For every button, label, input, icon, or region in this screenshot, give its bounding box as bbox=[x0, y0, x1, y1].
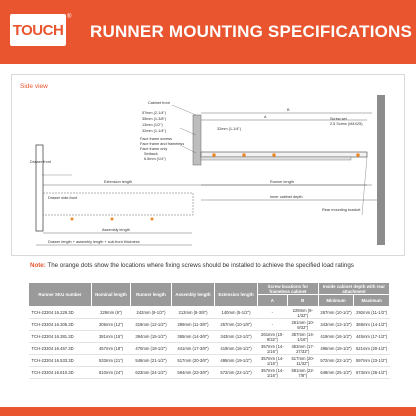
table-cell: 343mm (13-1/2") bbox=[215, 331, 258, 343]
table-cell: 521mm (20-1/2") bbox=[354, 343, 390, 355]
table-cell: 581mm (22-7/8") bbox=[287, 367, 318, 379]
table-cell: 495mm (19-1/2") bbox=[215, 355, 258, 367]
table-cell: 343mm (13-1/2") bbox=[318, 319, 353, 331]
col-header-b: B bbox=[287, 295, 318, 307]
label-dim-b: B bbox=[287, 108, 290, 112]
table-cell: 623mm (24-1/2") bbox=[131, 367, 172, 379]
table-cell: 394mm (15-1/2") bbox=[131, 331, 172, 343]
fixing-dot bbox=[242, 153, 246, 157]
table-cell: 267mm (10-1/2") bbox=[318, 307, 353, 319]
table-row bbox=[29, 343, 390, 355]
table-cell: 229mm (9") bbox=[92, 307, 131, 319]
table-cell: 213mm (8-3/8") bbox=[172, 307, 215, 319]
spec-table bbox=[28, 282, 390, 379]
label-assembly-length: Assembly length bbox=[102, 228, 130, 232]
table-cell: 648mm (25-1/2") bbox=[318, 367, 353, 379]
table-row bbox=[29, 307, 390, 319]
registered-mark: ® bbox=[67, 14, 72, 20]
label-face-frame-frameless: Face frame and frameless bbox=[140, 142, 185, 146]
table-cell: TCH-23304 16.457.3D bbox=[29, 343, 92, 355]
label-face-frame-screw: Face frame screws bbox=[140, 137, 173, 141]
table-row bbox=[29, 367, 390, 379]
label-extension-length: Extension length bbox=[104, 180, 133, 184]
col-header-max: Maximum bbox=[354, 295, 390, 307]
table-cell: 597mm (23-1/2") bbox=[354, 355, 390, 367]
col-header-min: Minimum bbox=[318, 295, 353, 307]
runner-inner bbox=[201, 157, 351, 160]
label-57mm: 57mm (2-1/4") bbox=[142, 111, 167, 115]
fixing-dot bbox=[71, 218, 74, 221]
table-cell: TCH-23304 16.381.3D bbox=[29, 331, 92, 343]
col-header-screw-group: Screw locations for frameless cabinet bbox=[258, 283, 319, 295]
table-cell: 289mm (11-3/8") bbox=[172, 319, 215, 331]
header-banner bbox=[0, 0, 416, 64]
table-cell: TCH-23304 16.610.3D bbox=[29, 367, 92, 379]
side-view-diagram bbox=[11, 74, 405, 256]
col-header-runner: Runner length bbox=[131, 283, 172, 307]
table-cell: 368mm (14-1/2") bbox=[354, 319, 390, 331]
table-row bbox=[29, 331, 390, 343]
footer-bar bbox=[0, 407, 416, 416]
diagram-section-title: Side view bbox=[20, 83, 48, 90]
drawer-front-panel bbox=[36, 145, 43, 231]
table-cell: 533mm (21") bbox=[92, 355, 131, 367]
col-header-depth-group: Inside cabinet depth with rear attachment bbox=[318, 283, 389, 295]
table-cell: 229mm (9-1/32") bbox=[287, 307, 318, 319]
table-cell: 673mm (26-1/2") bbox=[354, 367, 390, 379]
fixing-dot bbox=[272, 153, 276, 157]
table-row bbox=[29, 319, 390, 331]
label-32mm-2: 32mm (1-1/4") bbox=[217, 127, 242, 131]
brand-logo: TOUCH bbox=[10, 14, 66, 46]
table-cell: 610mm (24") bbox=[92, 367, 131, 379]
label-screw-set-value: 2.5 Screw (M4X25) bbox=[330, 122, 363, 126]
table-row bbox=[29, 355, 390, 367]
fixing-dot bbox=[212, 153, 216, 157]
label-32mm: 32mm (1-1/4") bbox=[142, 129, 167, 133]
table-cell: 470mm (18-1/2") bbox=[131, 343, 172, 355]
table-cell: 419mm (16-1/2") bbox=[318, 331, 353, 343]
label-setback: Setback bbox=[144, 152, 158, 156]
col-header-a: A bbox=[258, 295, 288, 307]
page-title: RUNNER MOUNTING SPECIFICATIONS bbox=[90, 22, 413, 41]
table-cell: 453mm (17-27/32") bbox=[287, 343, 318, 355]
face-frame bbox=[193, 115, 201, 165]
label-drawer-front: Drawer front bbox=[30, 160, 51, 164]
runner-rail bbox=[201, 152, 367, 157]
col-header-extension: Extension length bbox=[215, 283, 258, 307]
table-cell: 594mm (23-3/8") bbox=[172, 367, 215, 379]
label-dim-a: A bbox=[264, 115, 267, 119]
table-cell: 572mm (22-1/2") bbox=[215, 367, 258, 379]
table-cell: 357mm (14-1/16") bbox=[258, 355, 288, 367]
label-35mm: 35mm (1-3/8") bbox=[142, 117, 167, 121]
label-screw-set: Screw set bbox=[330, 117, 347, 121]
label-drawer-side-front: Drawer side-front bbox=[48, 196, 78, 200]
table-cell: 261mm (10-9/32") bbox=[287, 319, 318, 331]
col-header-assembly: Assembly length bbox=[172, 283, 215, 307]
table-cell: - bbox=[258, 319, 288, 331]
table-cell: 517mm (20-11/32") bbox=[287, 355, 318, 367]
table-cell: 261mm (10-9/32") bbox=[258, 331, 288, 343]
table-cell: 292mm (11-1/2") bbox=[354, 307, 390, 319]
table-cell: 140mm (5-1/2") bbox=[215, 307, 258, 319]
col-header-nominal: Nominal length bbox=[92, 283, 131, 307]
table-cell: 381mm (15") bbox=[92, 331, 131, 343]
label-cabinet-front: Cabinet front bbox=[148, 101, 170, 105]
table-cell: 357mm (14-1/16") bbox=[258, 343, 288, 355]
cabinet-wall bbox=[377, 95, 385, 245]
diagram-drawing bbox=[12, 75, 404, 255]
table-cell: TCH-23304 16.229.3D bbox=[29, 307, 92, 319]
table-cell: 357mm (14-1/16") bbox=[287, 331, 318, 343]
fixing-dot bbox=[111, 218, 114, 221]
table-cell: 318mm (12-1/2") bbox=[131, 319, 172, 331]
table-cell: 242mm (9-1/2") bbox=[131, 307, 172, 319]
fixing-dot bbox=[356, 153, 360, 157]
fixing-dot bbox=[151, 218, 154, 221]
label-rear-mounting-bracket: Rear mounting bracket bbox=[322, 208, 361, 212]
label-setback-value: 6.5mm (1/4") bbox=[144, 157, 166, 161]
table-cell: - bbox=[258, 307, 288, 319]
table-cell: 457mm (18") bbox=[92, 343, 131, 355]
label-inner-cabinet-depth: Inner cabinet depth bbox=[270, 195, 303, 199]
table-cell: 495mm (19-1/2") bbox=[318, 343, 353, 355]
table-cell: 305mm (12") bbox=[92, 319, 131, 331]
table-cell: 517mm (20-3/8") bbox=[172, 355, 215, 367]
table-cell: 572mm (22-1/2") bbox=[318, 355, 353, 367]
note-body: The orange dots show the locations where fixing screws should be installed to achieve the specified load ratings bbox=[47, 262, 354, 269]
table-cell: 546mm (21-1/2") bbox=[131, 355, 172, 367]
table-cell: TCH-23304 16.305.3D bbox=[29, 319, 92, 331]
label-drawer-length-formula: Drawer length + assembly length + sub-front thickness bbox=[48, 240, 140, 244]
table-cell: 445mm (17-1/2") bbox=[354, 331, 390, 343]
label-runner-length: Runner length bbox=[270, 180, 294, 184]
note-prefix: Note: bbox=[30, 262, 46, 269]
table-cell: 441mm (17-3/8") bbox=[172, 343, 215, 355]
table-cell: 257mm (10-1/8") bbox=[215, 319, 258, 331]
table-cell: 357mm (14-1/16") bbox=[258, 367, 288, 379]
note-text bbox=[30, 262, 354, 269]
col-header-sku: Runner SKU number bbox=[29, 283, 92, 307]
table-cell: 419mm (16-1/2") bbox=[215, 343, 258, 355]
label-face-frame-only: Face frame only bbox=[140, 147, 168, 151]
label-13mm: 13mm (1/2") bbox=[142, 123, 163, 127]
table-cell: TCH-23304 16.533.3D bbox=[29, 355, 92, 367]
table-cell: 365mm (14-3/8") bbox=[172, 331, 215, 343]
